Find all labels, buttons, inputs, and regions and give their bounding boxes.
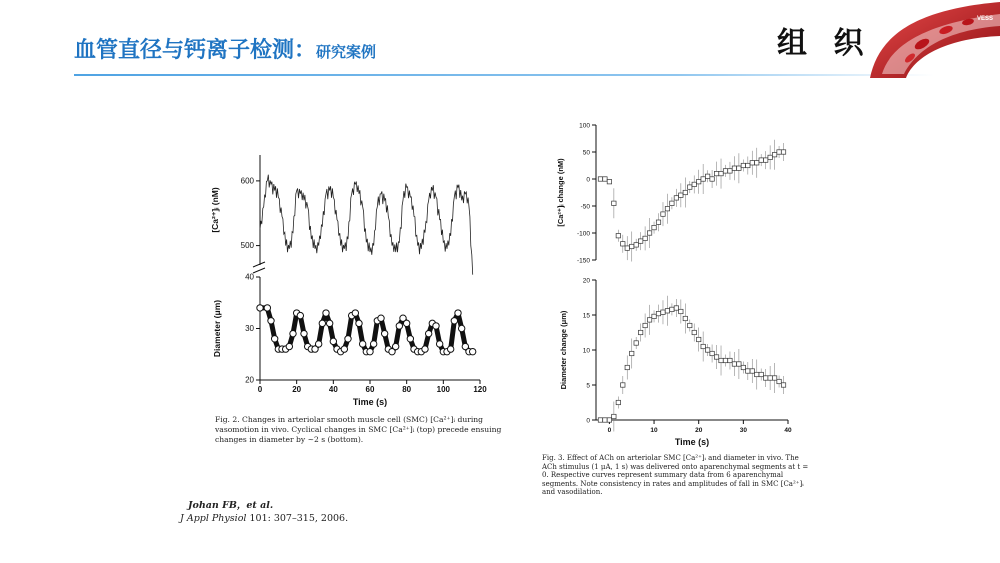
data-point (607, 418, 611, 422)
figure-2-chart (205, 145, 505, 417)
x-tick-label: 60 (365, 385, 375, 394)
data-point (598, 177, 602, 181)
data-point (692, 182, 696, 186)
data-point (652, 314, 656, 318)
x-tick-label: 0 (257, 385, 263, 394)
x-tick-label: 10 (650, 427, 658, 434)
title-main: 血管直径与钙离子检测： (74, 38, 317, 63)
diameter-trace-panel (212, 273, 487, 408)
data-point (638, 330, 642, 334)
data-point (652, 225, 656, 229)
data-point (458, 325, 464, 331)
y-axis-label: Diameter change (μm) (559, 310, 568, 390)
data-point (603, 418, 607, 422)
data-point (323, 310, 329, 316)
data-point (647, 231, 651, 235)
data-point (696, 180, 700, 184)
data-point (381, 330, 387, 336)
data-point (679, 309, 683, 313)
data-point (257, 305, 263, 311)
x-axis-label: Time (s) (674, 437, 710, 447)
data-point (701, 344, 705, 348)
data-point (616, 234, 620, 238)
data-point (643, 323, 647, 327)
data-point (759, 372, 763, 376)
data-point (297, 312, 303, 318)
vessel-logo-icon (860, 0, 1000, 80)
diameter-change-panel (559, 278, 792, 448)
data-point (683, 190, 687, 194)
data-point (719, 358, 723, 362)
figure-3-caption: Fig. 3. Effect of ACh on arteriolar SMC [Ca²⁺]ᵢ and diameter in vivo. The ACh stimulus (1 μA, 1 s) was delivered onto aparenchymal segments at t = 0. Respective curves represent summary data from 6 aparenchymal segments. Note consistency in rates and amplitudes of fall in SMC [Ca²⁺]ᵢ and vasodilation. (542, 454, 809, 497)
data-point (625, 246, 629, 250)
data-point (330, 338, 336, 344)
reference-journal: J Appl Physiol (180, 513, 247, 524)
data-point (737, 362, 741, 366)
x-tick-label: 20 (292, 385, 302, 394)
data-point (598, 418, 602, 422)
y-tick-label: 600 (240, 176, 254, 186)
y-tick-label: -50 (580, 203, 590, 211)
data-point (447, 346, 453, 352)
data-point (719, 171, 723, 175)
y-tick-label: 5 (586, 382, 590, 390)
data-point (746, 369, 750, 373)
data-point (271, 336, 277, 342)
reference-details: 101: 307–315, 2006. (246, 513, 349, 524)
data-point (741, 163, 745, 167)
data-point (392, 343, 398, 349)
data-point (656, 311, 660, 315)
data-point (345, 336, 351, 342)
data-point (701, 177, 705, 181)
y-tick-label: -150 (576, 257, 590, 265)
data-point (714, 355, 718, 359)
data-point (621, 242, 625, 246)
x-tick-label: 0 (607, 427, 612, 434)
data-point (755, 372, 759, 376)
data-point (705, 348, 709, 352)
data-point (674, 196, 678, 200)
data-point (763, 158, 767, 162)
y-tick-label: 20 (245, 375, 254, 385)
y-axis-label: [Ca²⁺]ᵢ (nM) (210, 187, 220, 233)
data-point (710, 177, 714, 181)
data-point (665, 207, 669, 211)
data-point (264, 305, 270, 311)
data-point (710, 351, 714, 355)
data-point (670, 307, 674, 311)
x-tick-label: 30 (739, 427, 747, 434)
data-point (301, 330, 307, 336)
y-tick-label: -100 (576, 230, 590, 238)
y-tick-label: 40 (245, 272, 254, 282)
data-point (781, 383, 785, 387)
calcium-trace-panel (210, 155, 473, 275)
data-point (268, 318, 274, 324)
data-point (422, 346, 428, 352)
data-point (763, 376, 767, 380)
y-tick-label: 100 (579, 122, 590, 130)
data-point (359, 341, 365, 347)
data-point (728, 358, 732, 362)
y-tick-label: 30 (245, 324, 254, 333)
y-tick-label: 15 (582, 312, 590, 320)
data-point (469, 348, 475, 354)
data-point (607, 180, 611, 184)
data-point (455, 310, 461, 316)
data-point (705, 174, 709, 178)
data-point (661, 310, 665, 314)
data-point (768, 376, 772, 380)
data-point (433, 323, 439, 329)
data-point (407, 336, 413, 342)
data-point (688, 185, 692, 189)
data-point (612, 201, 616, 205)
data-point (781, 150, 785, 154)
x-tick-label: 100 (436, 385, 451, 394)
data-point (356, 320, 362, 326)
data-point (656, 220, 660, 224)
data-point (683, 316, 687, 320)
data-point (728, 169, 732, 173)
axis-break-mark (253, 262, 265, 267)
data-point (367, 348, 373, 354)
data-point (630, 351, 634, 355)
y-tick-label: 50 (582, 149, 590, 157)
section-tag: 组 织 (777, 26, 872, 61)
title-subtitle: 研究案例 (316, 43, 377, 61)
data-point (768, 155, 772, 159)
data-point (621, 383, 625, 387)
reference-authors: Johan FB，et al. (188, 500, 274, 511)
data-point (625, 365, 629, 369)
data-point (679, 193, 683, 197)
y-axis-label: Diameter (μm) (212, 299, 222, 358)
data-point (436, 341, 442, 347)
data-point (737, 166, 741, 170)
data-point (326, 320, 332, 326)
data-point (777, 150, 781, 154)
data-point (616, 400, 620, 404)
data-point (759, 158, 763, 162)
y-tick-label: 20 (582, 277, 590, 285)
page-title (74, 36, 376, 67)
data-point (341, 346, 347, 352)
x-tick-label: 40 (328, 385, 338, 394)
data-point (643, 236, 647, 240)
data-point (425, 330, 431, 336)
x-tick-label: 80 (402, 385, 412, 394)
data-point (714, 171, 718, 175)
data-point (661, 212, 665, 216)
data-point (396, 323, 402, 329)
data-point (741, 365, 745, 369)
data-point (746, 163, 750, 167)
title-divider (74, 74, 934, 76)
x-tick-label: 120 (473, 385, 487, 394)
data-point (634, 341, 638, 345)
data-point (603, 177, 607, 181)
data-point (723, 169, 727, 173)
data-point (732, 362, 736, 366)
reference-citation (180, 513, 348, 524)
data-point (286, 343, 292, 349)
data-point (692, 330, 696, 334)
data-point (319, 320, 325, 326)
data-point (315, 341, 321, 347)
data-point (688, 323, 692, 327)
data-point (630, 244, 634, 248)
y-tick-label: 500 (240, 241, 254, 251)
y-tick-label: 10 (582, 347, 590, 355)
vessel-logo-text: VESS (977, 16, 994, 22)
y-tick-label: 0 (586, 176, 590, 184)
data-point (772, 376, 776, 380)
y-tick-label: 0 (586, 417, 590, 425)
data-point (723, 358, 727, 362)
data-point (665, 309, 669, 313)
data-point (772, 153, 776, 157)
figure-2-caption: Fig. 2. Changes in arteriolar smooth muscle cell (SMC) [Ca²⁺]ᵢ during vasomotion in vivo. Cyclical changes in SMC [Ca²⁺]ᵢ (top) precede ensuing changes in diameter by ~2 s (bottom). (215, 415, 502, 444)
data-point (290, 330, 296, 336)
data-point (638, 239, 642, 243)
data-point (674, 306, 678, 310)
data-point (696, 337, 700, 341)
data-point (750, 369, 754, 373)
calcium-trace-line (260, 175, 473, 275)
data-point (451, 318, 457, 324)
data-point (634, 243, 638, 247)
data-point (670, 201, 674, 205)
data-point (732, 166, 736, 170)
x-tick-label: 40 (784, 427, 792, 434)
figure-3-chart (548, 115, 808, 453)
axis-break-mark (253, 268, 265, 273)
data-point (777, 379, 781, 383)
x-tick-label: 20 (695, 427, 703, 434)
data-point (378, 315, 384, 321)
x-axis-label: Time (s) (352, 397, 388, 407)
data-point (612, 414, 616, 418)
data-point (750, 161, 754, 165)
data-point (647, 318, 651, 322)
y-axis-label: [Ca²⁺]ᵢ change (nM) (556, 158, 565, 227)
data-point (403, 320, 409, 326)
calcium-change-panel (556, 123, 786, 265)
data-point (370, 341, 376, 347)
data-point (352, 310, 358, 316)
data-point (755, 161, 759, 165)
